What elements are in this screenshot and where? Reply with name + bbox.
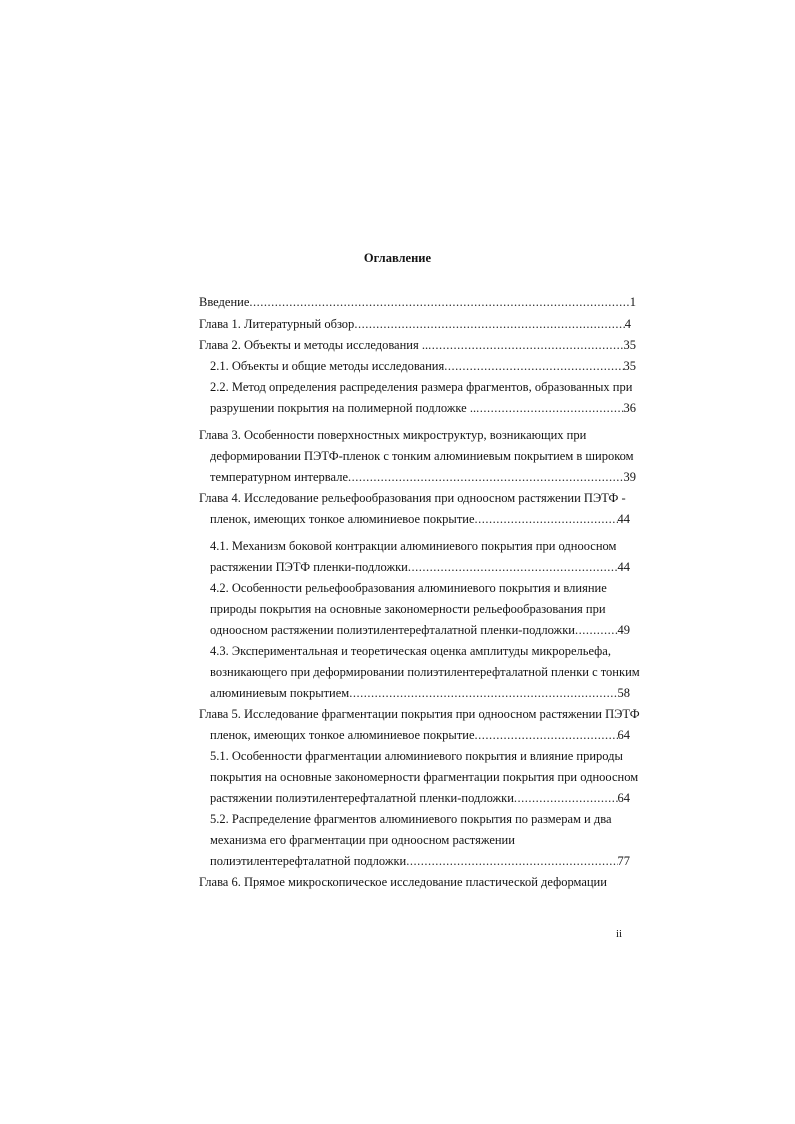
- toc-page-number: 49: [617, 623, 630, 637]
- toc-title: Оглавление: [363, 251, 432, 265]
- toc-page-number: 35: [623, 338, 636, 352]
- toc-entry-chapter-2[interactable]: [199, 337, 636, 353]
- toc-entry-section-2-1[interactable]: [210, 358, 636, 374]
- toc-leader: [575, 622, 618, 638]
- toc-page-number: 36: [623, 401, 636, 415]
- toc-leader: [406, 853, 617, 869]
- toc-leader: [354, 316, 624, 332]
- toc-entry-chapter-5[interactable]: [210, 727, 630, 743]
- toc-entry-section-4-1-line1[interactable]: 4.1. Механизм боковой контракции алюминиевого покрытия при одноосном: [210, 539, 617, 553]
- toc-entry-chapter-3[interactable]: [210, 469, 636, 485]
- toc-page-number: 44: [617, 512, 630, 526]
- toc-entry-text: одноосном растяжении полиэтилентерефталатной пленки-подложки: [210, 623, 575, 637]
- toc-leader: [408, 559, 618, 575]
- toc-entry-section-5-1-line2[interactable]: покрытия на основные закономерности фрагментации покрытия при одноосном: [210, 770, 639, 784]
- toc-entry-text: полиэтилентерефталатной подложки: [210, 854, 407, 868]
- toc-page-number: 39: [623, 470, 636, 484]
- toc-entry-section-2-2[interactable]: [210, 400, 636, 416]
- toc-entry-chapter-1[interactable]: [199, 316, 631, 332]
- toc-entry-text: 2.1. Объекты и общие методы исследования: [210, 359, 445, 373]
- toc-entry-text: алюминиевым покрытием: [210, 686, 350, 700]
- toc-entry-intro[interactable]: [199, 294, 636, 310]
- toc-entry-text: Введение: [199, 295, 250, 309]
- toc-entry-text: пленок, имеющих тонкое алюминиевое покрытие: [210, 512, 475, 526]
- toc-entry-section-4-2[interactable]: [210, 622, 630, 638]
- toc-page-number: 77: [617, 854, 630, 868]
- toc-entry-chapter-5-line1[interactable]: Глава 5. Исследование фрагментации покрытия при одноосном растяжении ПЭТФ: [199, 707, 640, 721]
- toc-entry-section-4-3-line2[interactable]: возникающего при деформировании полиэтилентерефталатной пленки с тонким: [210, 665, 640, 679]
- page-number: ii: [616, 928, 623, 940]
- toc-entry-section-5-2-line2[interactable]: механизма его фрагментации при одноосном растяжении: [210, 833, 515, 847]
- toc-entry-section-5-2[interactable]: [210, 853, 630, 869]
- toc-page-number: 58: [617, 686, 630, 700]
- toc-entry-chapter-4-line1[interactable]: Глава 4. Исследование рельефообразования при одноосном растяжении ПЭТФ -: [199, 491, 626, 505]
- toc-entry-section-4-1[interactable]: [210, 559, 630, 575]
- toc-page-number: 64: [617, 728, 630, 742]
- toc-leader: [444, 358, 623, 374]
- toc-leader: [514, 790, 618, 806]
- toc-entry-text: пленок, имеющих тонкое алюминиевое покрытие: [210, 728, 475, 742]
- toc-leader: [475, 511, 618, 527]
- toc-entry-section-4-3[interactable]: [210, 685, 630, 701]
- toc-entry-text: растяжении полиэтилентерефталатной пленки-подложки: [210, 791, 514, 805]
- toc-entry-section-5-1-line1[interactable]: 5.1. Особенности фрагментации алюминиевого покрытия и влияние природы: [210, 749, 623, 763]
- toc-entry-section-4-2-line1[interactable]: 4.2. Особенности рельефообразования алюминиевого покрытия и влияние: [210, 581, 607, 595]
- toc-leader: [348, 469, 624, 485]
- toc-entry-section-4-2-line2[interactable]: природы покрытия на основные закономерности рельефообразования при: [210, 602, 606, 616]
- toc-entry-section-5-1[interactable]: [210, 790, 630, 806]
- toc-entry-section-2-2-line1[interactable]: 2.2. Метод определения распределения размера фрагментов, образованных при: [210, 380, 633, 394]
- toc-entry-text: температурном интервале: [210, 470, 348, 484]
- toc-leader: [349, 685, 617, 701]
- toc-leader: [249, 294, 629, 310]
- toc-page-number: 44: [617, 560, 630, 574]
- toc-entry-chapter-3-line2[interactable]: деформировании ПЭТФ-пленок с тонким алюминиевым покрытием в широком: [210, 449, 634, 463]
- toc-entry-chapter-4[interactable]: [210, 511, 630, 527]
- toc-leader: [476, 400, 623, 416]
- toc-page-number: 64: [617, 791, 630, 805]
- toc-entry-chapter-6-line1[interactable]: Глава 6. Прямое микроскопическое исследование пластической деформации: [199, 875, 607, 889]
- toc-entry-chapter-3-line1[interactable]: Глава 3. Особенности поверхностных микроструктур, возникающих при: [199, 428, 587, 442]
- toc-entry-text: растяжении ПЭТФ пленки-подложки: [210, 560, 408, 574]
- toc-entry-section-5-2-line1[interactable]: 5.2. Распределение фрагментов алюминиевого покрытия по размерам и два: [210, 812, 612, 826]
- toc-entry-text: разрушении покрытия на полимерной подложке ..: [210, 401, 477, 415]
- toc-entry-text: Глава 1. Литературный обзор: [199, 317, 355, 331]
- toc-leader: [475, 727, 618, 743]
- toc-leader: [428, 337, 623, 353]
- toc-entry-section-4-3-line1[interactable]: 4.3. Экспериментальная и теоретическая оценка амплитуды микрорельефа,: [210, 644, 611, 658]
- toc-page-number: 1: [629, 295, 636, 309]
- toc-page-number: 35: [623, 359, 636, 373]
- toc-entry-text: Глава 2. Объекты и методы исследования ..: [199, 338, 429, 352]
- toc-page-number: 4: [624, 317, 631, 331]
